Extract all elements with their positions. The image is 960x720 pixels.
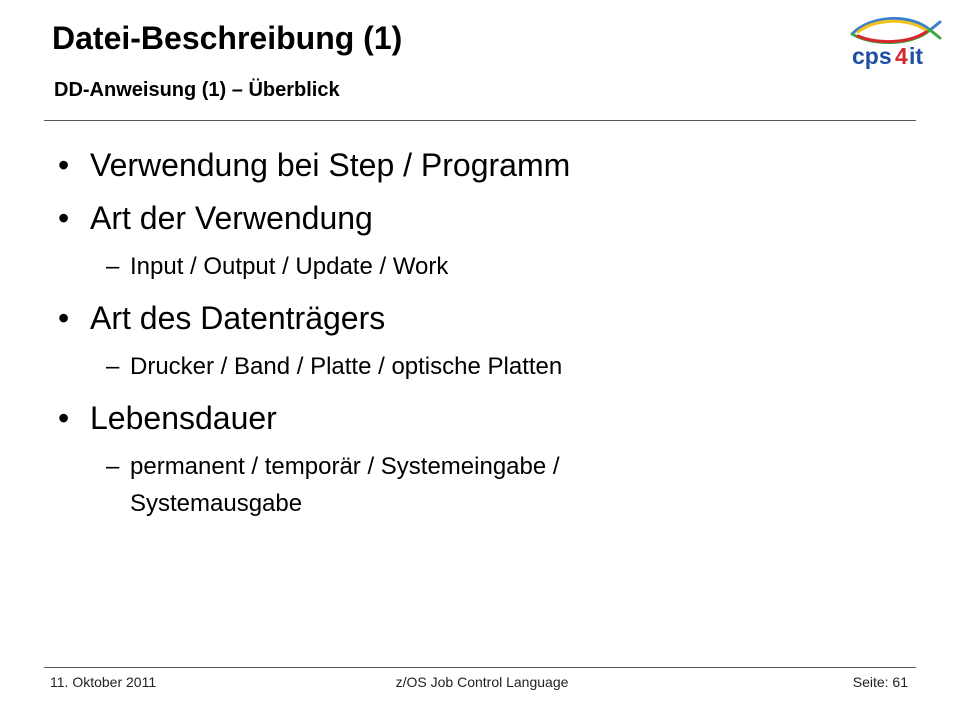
bullet-text: Verwendung bei Step / Programm — [90, 147, 571, 183]
sub-item-text: Drucker / Band / Platte / optische Platten — [130, 353, 563, 380]
sub-item-text: permanent / temporär / Systemeingabe / — [130, 453, 560, 480]
footer-divider — [44, 667, 916, 668]
bullet-text: Lebensdauer — [90, 400, 277, 436]
bullet-text: Art der Verwendung — [90, 200, 373, 236]
bullet-symbol: • — [58, 147, 70, 183]
sub-item-text: Systemausgabe — [130, 490, 303, 517]
sub-item-text: Input / Output / Update / Work — [130, 253, 449, 280]
dash-symbol: – — [106, 253, 120, 280]
footer-date: 11. Oktober 2011 — [50, 674, 157, 690]
svg-text:it: it — [909, 43, 924, 69]
slide-title: Datei-Beschreibung (1) — [52, 20, 403, 56]
footer-page-number: Seite: 61 — [852, 674, 908, 690]
footer-course-title: z/OS Job Control Language — [395, 674, 569, 690]
svg-text:cps: cps — [852, 43, 892, 69]
dash-symbol: – — [106, 453, 120, 480]
slide-subtitle: DD-Anweisung (1) – Überblick — [54, 79, 340, 101]
bullet-text: Art des Datenträgers — [90, 300, 386, 336]
bullet-symbol: • — [58, 200, 70, 236]
dash-symbol: – — [106, 353, 120, 380]
bullet-symbol: • — [58, 400, 70, 436]
bullet-symbol: • — [58, 300, 70, 336]
svg-text:4: 4 — [895, 43, 908, 69]
